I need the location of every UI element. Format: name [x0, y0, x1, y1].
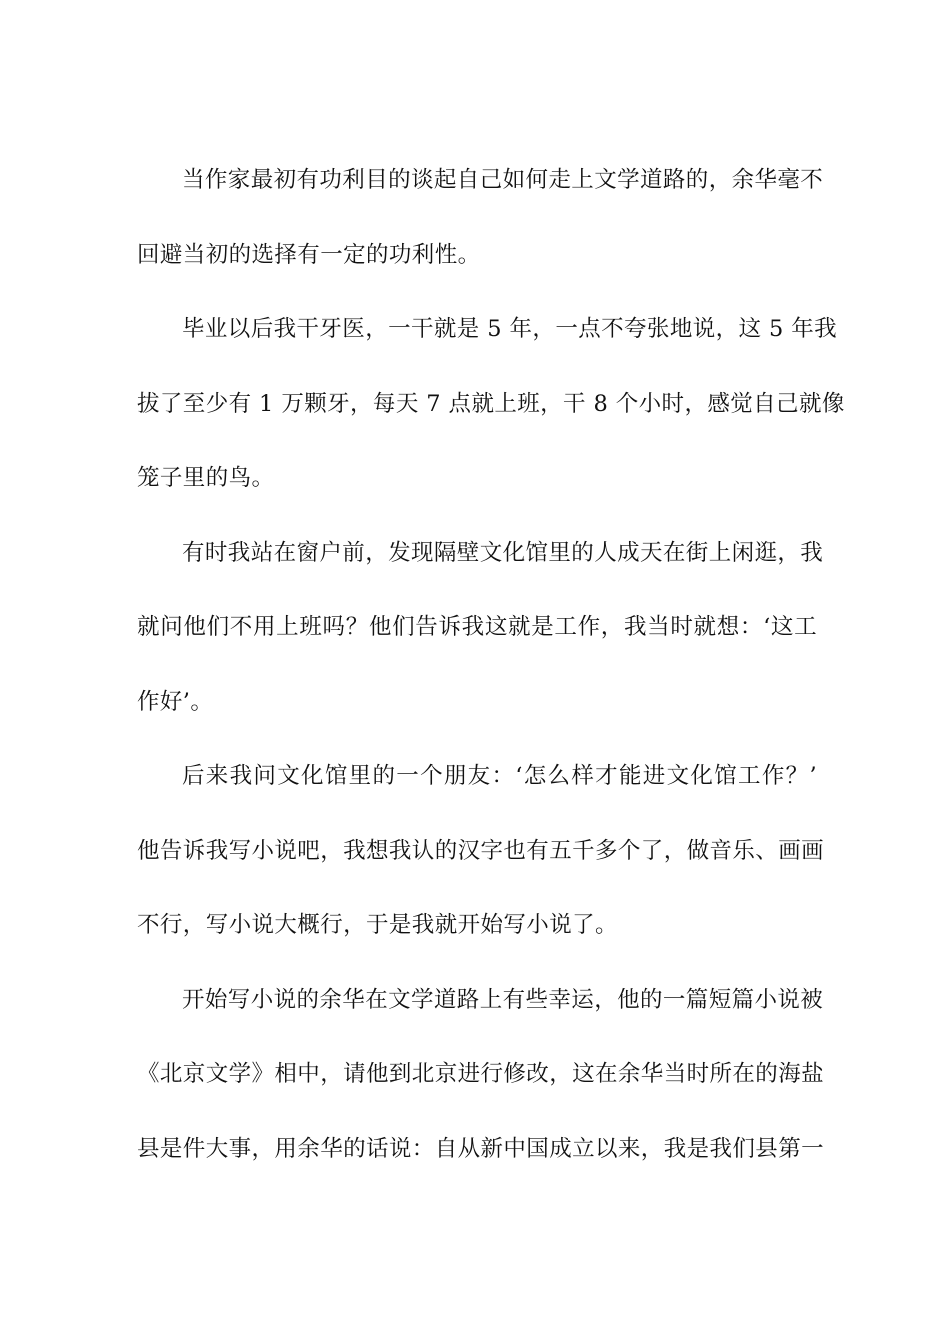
paragraph-2-line-1: 毕业以后我干牙医，一干就是 5 年，一点不夸张地说，这 5 年我	[182, 316, 838, 342]
paragraph-1-line-1: 当作家最初有功利目的谈起自己如何走上文学道路的，余华毫不	[182, 167, 824, 193]
paragraph-5-line-2: 《北京文学》相中，请他到北京进行修改，这在余华当时所在的海盐	[137, 1061, 825, 1087]
paragraph-2-line-2: 拔了至少有 1 万颗牙，每天 7 点就上班，干 8 个小时，感觉自己就像	[137, 390, 845, 417]
paragraph-4-line-2: 他告诉我写小说吧，我想我认的汉字也有五千多个了，做音乐、画画	[137, 837, 825, 864]
paragraph-5-line-3: 县是件大事，用余华的话说：自从新中国成立以来，我是我们县第一	[137, 1135, 825, 1162]
paragraph-2-line-3: 笼子里的鸟。	[137, 465, 275, 491]
paragraph-1-line-2: 回避当初的选择有一定的功利性。	[137, 241, 481, 268]
paragraph-3-line-1: 有时我站在窗户前，发现隔壁文化馆里的人成天在街上闲逛，我	[182, 539, 824, 566]
paragraph-4-line-1: 后来我问文化馆里的一个朋友：‘怎么样才能进文化馆工作？’	[182, 763, 817, 789]
paragraph-4-line-3: 不行，写小说大概行，于是我就开始写小说了。	[137, 912, 618, 938]
document-body	[137, 143, 845, 1186]
paragraph-3-line-2: 就问他们不用上班吗？他们告诉我这就是工作，我当时就想：‘这工	[137, 614, 817, 640]
paragraph-3-line-3: 作好’。	[137, 688, 214, 715]
paragraph-5-line-1: 开始写小说的余华在文学道路上有些幸运，他的一篇短篇小说被	[182, 986, 824, 1013]
